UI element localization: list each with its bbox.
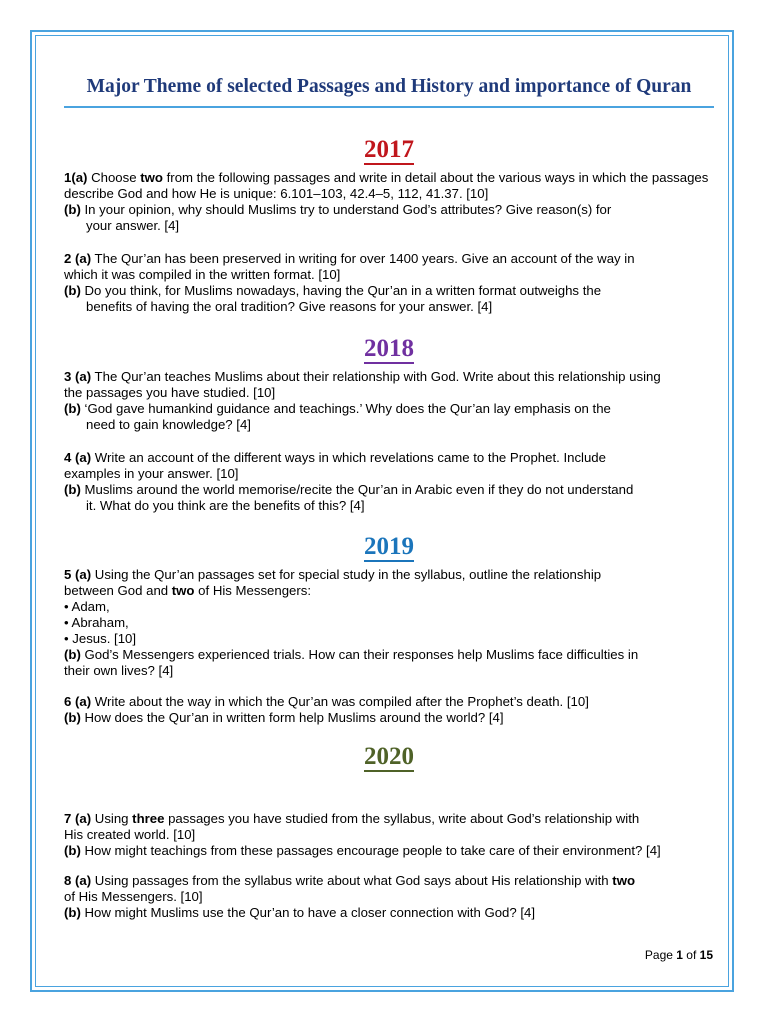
bullet-abraham: • Abraham, <box>64 615 129 630</box>
question-2: 2 (a) The Qur’an has been preserved in writing for over 1400 years. Give an account of the way in which it was compiled in the written format. [10] (b) Do you think, for Muslims nowadays, having the Qur’an in a written format outweighs the benefits of having the oral tradition? Give reasons for your answer. [4] <box>64 251 635 314</box>
bullet-jesus: • Jesus. [10] <box>64 631 137 646</box>
title-rule <box>64 106 714 108</box>
year-heading-2020: 2020 <box>364 743 414 770</box>
year-heading-2018: 2018 <box>364 335 414 362</box>
question-3: 3 (a) The Qur’an teaches Muslims about their relationship with God. Write about this relationship using the passages you have studied. [10] (b) ‘God gave humankind guidance and teachings.’ Why does the Qur’an lay emphasis on the need to gain knowledge? [4] <box>64 369 661 432</box>
question-5: 5 (a) Using the Qur’an passages set for special study in the syllabus, outline the relationship between God and two of His Messengers: • Adam, • Abraham, • Jesus. [10] (b) God’s Messengers experienced trials. How can their responses help Muslims face difficulties in their own lives? [4] <box>64 567 716 679</box>
page-title: Major Theme of selected Passages and History and importance of Quran <box>86 76 692 97</box>
bullet-adam: • Adam, <box>64 599 110 614</box>
question-7: 7 (a) Using three passages you have studied from the syllabus, write about God’s relationship with His created world. [10] (b) How might teachings from these passages encourage people to take care of their environment? [4] <box>64 811 661 858</box>
question-1: 1(a) Choose two from the following passages and write in detail about the various ways in which the passages describe God and how He is unique: 6.101–103, 42.4–5, 112, 41.37. [10] (b) In your opinion, why should Muslims try to understand God’s attributes? Give reason(s) for your answer. [4] <box>64 170 709 233</box>
question-8: 8 (a) Using passages from the syllabus write about what God says about His relationship with two of His Messengers. [10] (b) How might Muslims use the Qur’an to have a closer connection with God? [4] <box>64 873 636 920</box>
year-heading-2019: 2019 <box>364 533 414 560</box>
year-heading-2017: 2017 <box>364 136 414 163</box>
page-number: Page 1 of 15 <box>644 948 713 962</box>
question-4: 4 (a) Write an account of the different ways in which revelations came to the Prophet. Include examples in your answer. [10] (b) Muslims around the world memorise/recite the Qur’an in Arabic even if they do not understand it. What do you think are the benefits of this? [4] <box>64 450 634 513</box>
question-6: 6 (a) Write about the way in which the Qur’an was compiled after the Prophet’s death. [10] (b) How does the Qur’an in written form help Muslims around the world? [4] <box>64 694 589 725</box>
